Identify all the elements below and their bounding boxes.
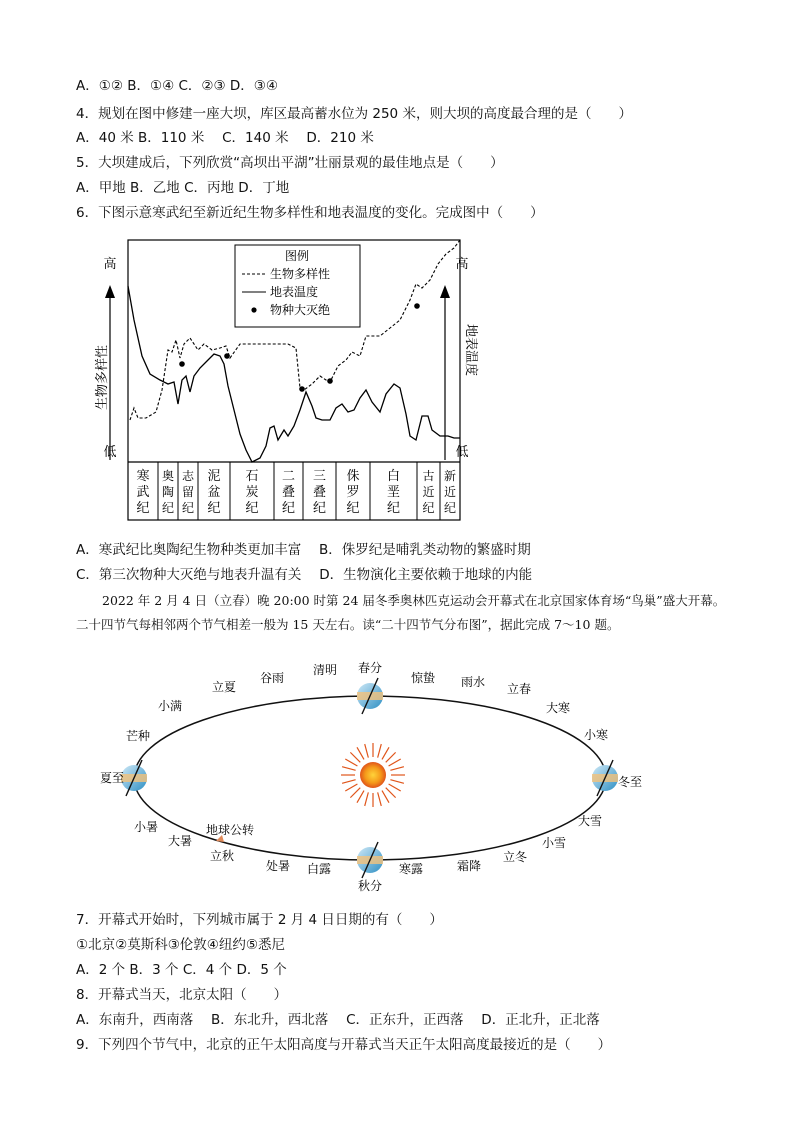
q8-options: A．东南升，西南落 B．东北升，西北落 C．正东升，正西落 D．正北升，正北落 — [76, 1012, 600, 1028]
right-high-label: 高 — [455, 257, 469, 272]
biodiversity-temperature-figure — [90, 240, 478, 525]
right-low-label: 低 — [455, 445, 469, 460]
q3-options: A．①② B．①④ C．②③ D．③④ — [76, 78, 279, 94]
question-6: 6．下图示意寒武纪至新近纪生物多样性和地表温度的变化。完成图中（ ） — [76, 205, 544, 221]
period-label: 新近纪 — [443, 469, 457, 515]
solar-term-label: 秋分 — [357, 879, 383, 893]
period-label: 寒武纪 — [136, 469, 150, 516]
question-5: 5．大坝建成后，下列欣赏“高坝出平湖”壮丽景观的最佳地点是（ ） — [76, 155, 504, 171]
question-7: 7．开幕式开始时，下列城市属于 2 月 4 日日期的有（ ） — [76, 912, 443, 928]
period-label: 二叠纪 — [281, 469, 296, 516]
solar-term-label: 小满 — [157, 699, 183, 713]
q6-options-2: C．第三次物种大灭绝与地表升温有关 D．生物演化主要依赖于地球的内能 — [76, 567, 533, 583]
legend-dashed-label: 生物多样性 — [270, 267, 331, 281]
left-high-label: 高 — [103, 257, 117, 272]
period-label: 三叠纪 — [312, 469, 327, 516]
solar-term-label: 立秋 — [209, 849, 235, 863]
solar-term-label: 雨水 — [460, 675, 486, 689]
solar-term-label: 春分 — [357, 661, 383, 675]
q7-options: A．2 个 B．3 个 C．4 个 D．5 个 — [76, 962, 287, 978]
question-4: 4．规划在图中修建一座大坝，库区最高蓄水位为 250 米，则大坝的高度最合理的是（ ） — [76, 106, 632, 122]
solar-term-label: 小暑 — [133, 820, 159, 834]
period-label: 志留纪 — [181, 469, 195, 515]
q6-options-1: A．寒武纪比奥陶纪生物种类更加丰富 B．侏罗纪是哺乳类动物的繁盛时期 — [76, 542, 531, 558]
period-label: 白垩纪 — [386, 469, 401, 516]
solar-term-label: 大寒 — [545, 701, 571, 715]
q7-cities: ①北京②莫斯科③伦敦④纽约⑤悉尼 — [76, 937, 286, 953]
earth-autumn-equinox-icon — [357, 842, 383, 878]
period-label: 泥盆纪 — [207, 469, 221, 516]
earth-spring-equinox-icon — [357, 678, 383, 714]
period-label: 石炭纪 — [245, 469, 259, 516]
solar-term-label: 芒种 — [125, 729, 151, 743]
solar-term-label: 清明 — [312, 663, 338, 677]
solar-term-label: 小寒 — [583, 728, 609, 742]
q5-options: A．甲地 B．乙地 C．丙地 D．丁地 — [76, 180, 290, 196]
right-axis-label: 地表温度 — [463, 324, 478, 377]
earth-winter-solstice-icon — [592, 760, 618, 796]
period-label: 奥陶纪 — [161, 469, 175, 515]
left-axis-label: 生物多样性 — [95, 344, 110, 410]
solar-term-label: 立夏 — [211, 680, 237, 694]
solar-terms-figure — [100, 645, 660, 895]
solar-term-label: 白露 — [306, 862, 332, 876]
legend-solid-label: 地表温度 — [270, 285, 319, 299]
solar-term-label: 寒露 — [398, 862, 424, 876]
solar-term-label: 霜降 — [456, 859, 482, 873]
solar-term-label: 谷雨 — [259, 671, 285, 685]
solar-term-label: 小雪 — [541, 836, 567, 850]
solar-term-label: 处暑 — [265, 859, 291, 873]
sun-icon — [341, 743, 405, 807]
solar-term-label: 大暑 — [167, 834, 193, 848]
earth-revolution-label: 地球公转 — [206, 823, 255, 837]
solar-term-label: 夏至 — [99, 771, 125, 785]
intro-paragraph: 2022 年 2 月 4 日（立春）晚 20:00 时第 24 届冬季奥林匹克运动会开幕式在北京国家体育场“鸟巢”盛大开幕。二十四节气每相邻两个节气相差一般为 15 天左右。读“二十四节气分布图”，据此完成 7～10 题。 — [76, 593, 726, 632]
period-label: 侏罗纪 — [346, 469, 360, 516]
period-label: 古近纪 — [422, 469, 435, 515]
solar-term-label: 冬至 — [617, 775, 643, 789]
solar-term-label: 大雪 — [577, 814, 603, 828]
solar-term-label: 立冬 — [502, 850, 528, 864]
legend-title: 图例 — [284, 249, 310, 263]
left-low-label: 低 — [103, 445, 117, 460]
solar-term-label: 立春 — [506, 682, 532, 696]
earth-summer-solstice-icon — [121, 760, 147, 796]
question-8: 8．开幕式当天，北京太阳（ ） — [76, 987, 288, 1003]
solar-term-label: 惊蛰 — [410, 671, 436, 685]
legend-dot-label: 物种大灭绝 — [270, 303, 331, 317]
question-9: 9．下列四个节气中，北京的正午太阳高度与开幕式当天正午太阳高度最接近的是（ ） — [76, 1037, 612, 1053]
q4-options: A．40 米 B．110 米 C．140 米 D．210 米 — [76, 130, 374, 146]
